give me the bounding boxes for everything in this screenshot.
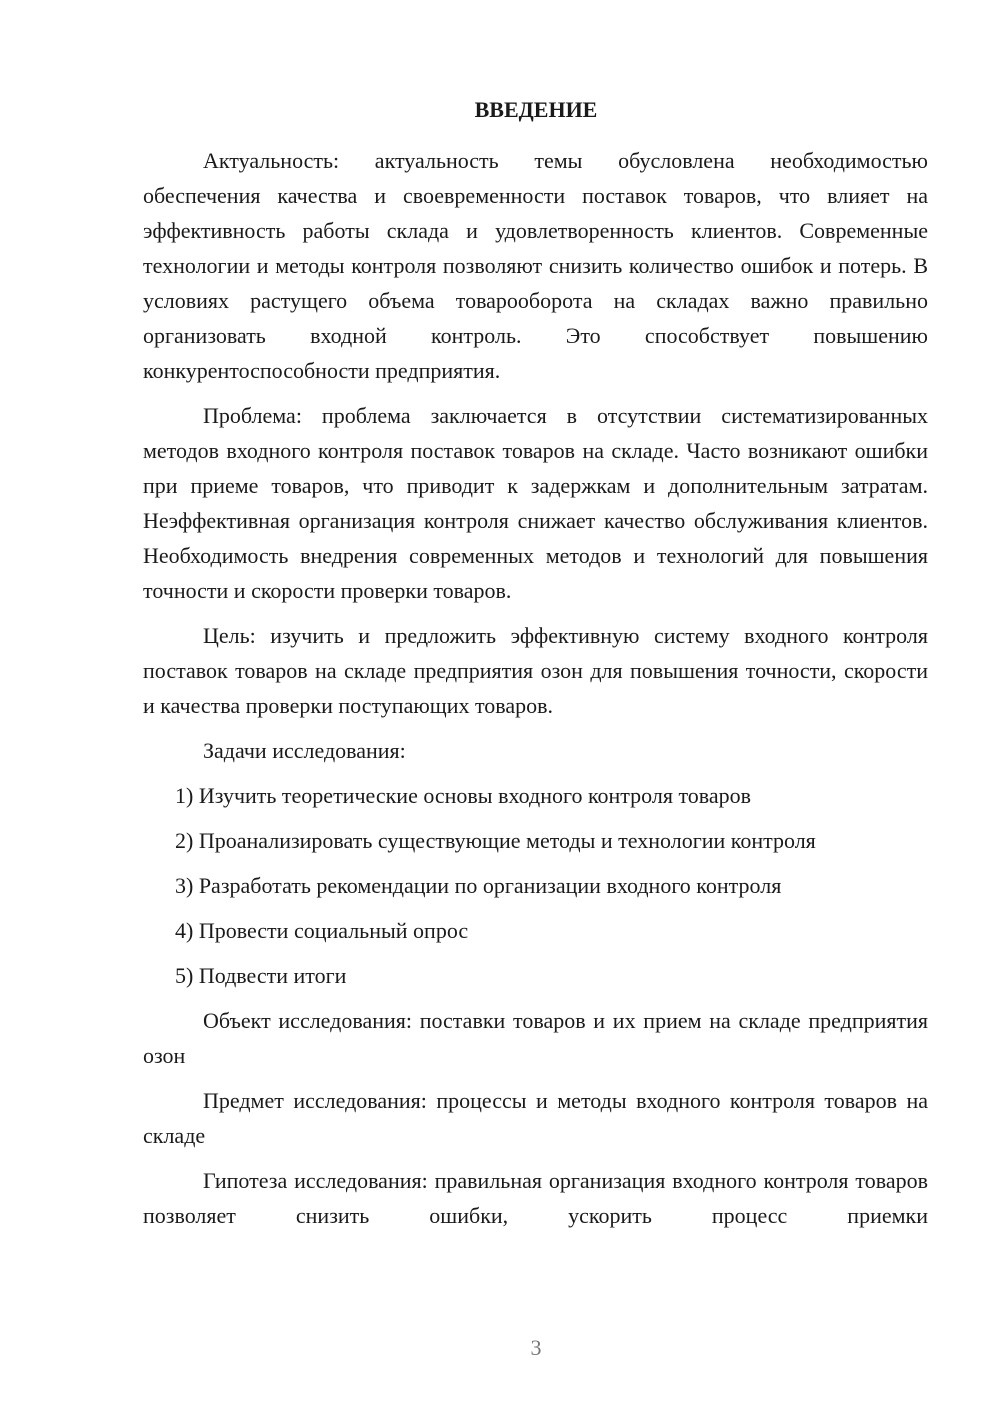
paragraph-subject: Предмет исследования: процессы и методы входного контроля товаров на складе xyxy=(143,1088,928,1148)
paragraph-hypothesis: Гипотеза исследования: правильная организация входного контроля товаров позволяет снизить ошибки, ускорить процесс приемки xyxy=(143,1168,928,1228)
section-title: ВВЕДЕНИЕ xyxy=(474,97,598,122)
body-text xyxy=(143,143,928,1243)
paragraph-object: Объект исследования: поставки товаров и их прием на складе предприятия озон xyxy=(143,1008,928,1068)
task-item-3: 3) Разработать рекомендации по организации входного контроля xyxy=(175,873,782,898)
task-item-4: 4) Провести социальный опрос xyxy=(175,918,469,943)
task-item-1: 1) Изучить теоретические основы входного контроля товаров xyxy=(175,783,752,808)
page-number: 3 xyxy=(530,1335,542,1360)
task-item-5: 5) Подвести итоги xyxy=(175,963,347,988)
paragraph-relevance: Актуальность: актуальность темы обусловлена необходимостью обеспечения качества и своевременности поставок товаров, что влияет на эффективность работы склада и удовлетворенность клиентов. Современные технологии и методы контроля позволяют снизить количество ошибок и потерь. В условиях растущего объема товарооборота на складах важно правильно организовать входной контроль. Это способствует повышению конкурентоспособности предприятия. xyxy=(143,148,928,383)
paragraph-problem: Проблема: проблема заключается в отсутствии систематизированных методов входного контроля поставок товаров на складе. Часто возникают ошибки при приеме товаров, что приводит к задержкам и дополнительным затратам. Неэффективная организация контроля снижает качество обслуживания клиентов. Необходимость внедрения современных методов и технологий для повышения точности и скорости проверки товаров. xyxy=(143,403,928,603)
task-item-2: 2) Проанализировать существующие методы и технологии контроля xyxy=(175,828,816,853)
paragraph-goal: Цель: изучить и предложить эффективную систему входного контроля поставок товаров на складе предприятия озон для повышения точности, скорости и качества проверки поступающих товаров. xyxy=(143,623,928,718)
tasks-heading: Задачи исследования: xyxy=(203,738,406,763)
